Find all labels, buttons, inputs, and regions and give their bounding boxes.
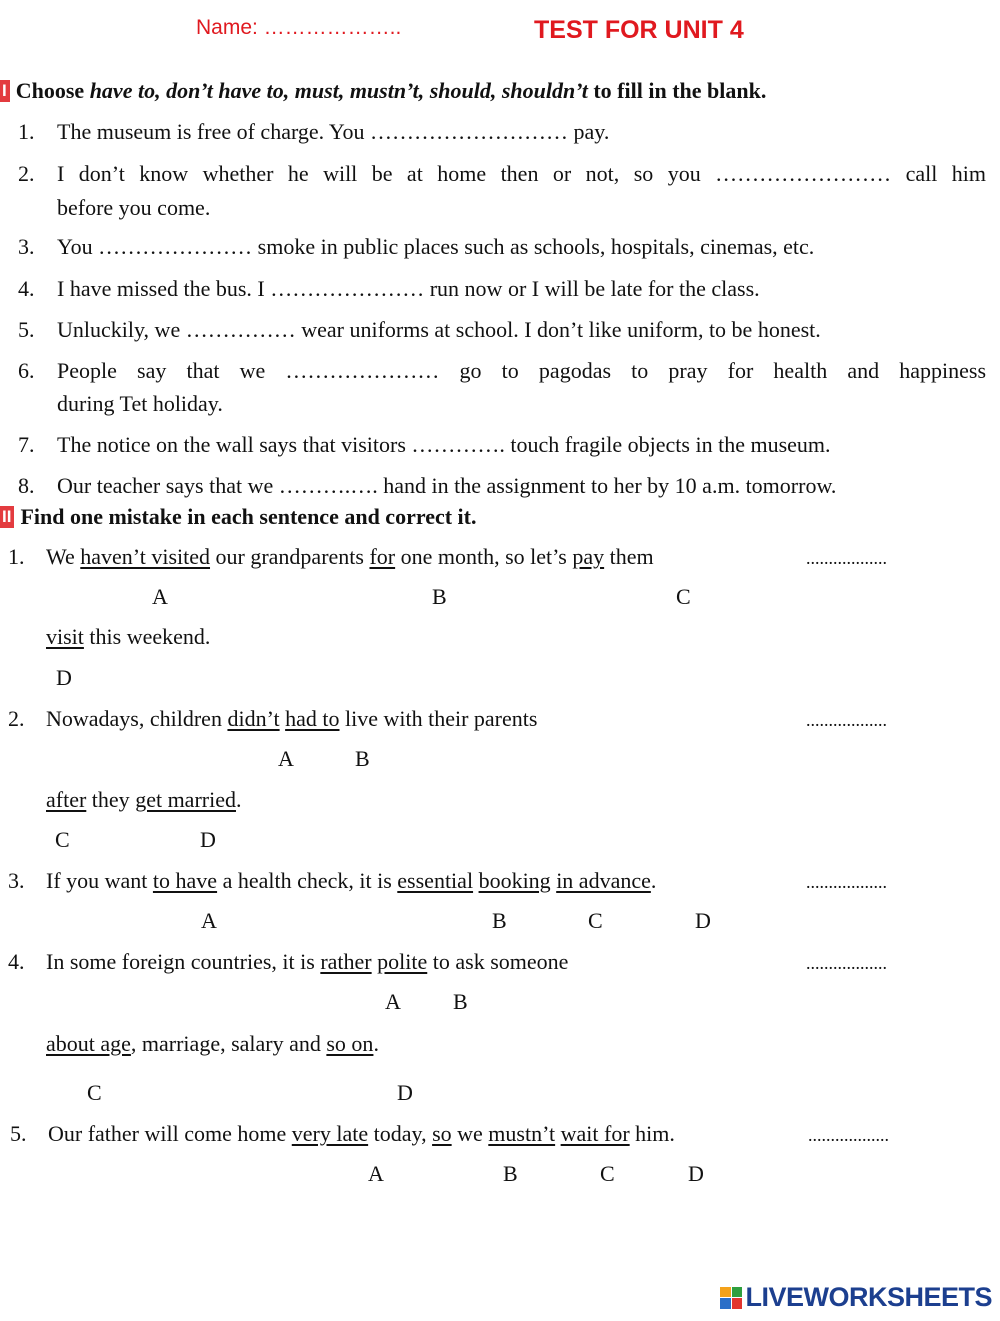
answer-blank[interactable]: ..................: [806, 872, 887, 892]
fill-blank-sentence-cont: before you come.: [57, 195, 211, 220]
option-d-phrase: visit: [46, 624, 84, 649]
option-letter: A: [368, 1161, 384, 1186]
answer-blank[interactable]: ..................: [806, 710, 887, 730]
option-b-phrase: for: [369, 544, 396, 569]
option-c-phrase: mustn’t: [488, 1121, 556, 1146]
question-number: 4.: [8, 949, 25, 974]
question-number: 1.: [8, 544, 25, 569]
option-c-phrase: booking: [478, 868, 551, 893]
option-letter: A: [201, 908, 217, 933]
name-label: Name: ………………..: [196, 16, 402, 39]
option-c-phrase: pay: [572, 544, 605, 569]
option-a-phrase: very late: [291, 1121, 369, 1146]
option-c-phrase: after: [46, 787, 87, 812]
option-letter: C: [55, 827, 70, 852]
option-letter: C: [87, 1080, 102, 1105]
question-number: 5.: [10, 1121, 27, 1146]
option-a-phrase: didn’t: [227, 706, 280, 731]
option-d-phrase: in advance: [556, 868, 651, 893]
option-letter: C: [676, 584, 691, 609]
test-title: TEST FOR UNIT 4: [534, 16, 744, 44]
fill-blank-sentence: I have missed the bus. I ………………… run now or I will be late for the class.: [57, 276, 760, 301]
item-number: 4.: [18, 276, 35, 301]
logo-grid-icon: [720, 1287, 742, 1309]
answer-blank[interactable]: ..................: [808, 1125, 889, 1145]
option-letter: A: [152, 584, 168, 609]
option-letter: B: [503, 1161, 518, 1186]
option-letter: D: [397, 1080, 413, 1105]
item-number: 6.: [18, 358, 35, 383]
option-letter: B: [355, 746, 370, 771]
question-number: 2.: [8, 706, 25, 731]
item-number: 1.: [18, 119, 35, 144]
error-sentence: In some foreign countries, it is rather polite to ask someone: [46, 949, 569, 974]
error-sentence: We haven’t visited our grandparents for one month, so let’s pay them: [46, 544, 654, 569]
logo-text: LIVEWORKSHEETS: [745, 1282, 992, 1312]
option-letter: D: [695, 908, 711, 933]
fill-blank-sentence-cont: during Tet holiday.: [57, 391, 223, 416]
fill-blank-sentence: Unluckily, we …………… wear uniforms at school. I don’t like uniform, to be honest.: [57, 317, 821, 342]
option-a-phrase: haven’t visited: [80, 544, 211, 569]
item-number: 2.: [18, 161, 35, 186]
option-letter: B: [453, 989, 468, 1014]
part1-instruction: I Choose have to, don’t have to, must, mustn’t, should, shouldn’t to fill in the blank.: [2, 78, 767, 103]
fill-blank-sentence: I don’t know whether he will be at home then or not, so you …………………… call him: [57, 161, 986, 186]
option-letter: A: [385, 989, 401, 1014]
option-letter: D: [200, 827, 216, 852]
option-d-phrase: wait for: [560, 1121, 630, 1146]
option-b-phrase: so: [432, 1121, 452, 1146]
question-number: 3.: [8, 868, 25, 893]
part2-instruction: II Find one mistake in each sentence and correct it.: [2, 504, 477, 529]
error-sentence: Our father will come home very late today, so we mustn’t wait for him.: [48, 1121, 675, 1146]
part1-badge: I: [0, 80, 10, 102]
option-c-phrase: about age: [46, 1031, 131, 1056]
error-sentence-cont: about age, marriage, salary and so on.: [46, 1031, 379, 1056]
item-number: 7.: [18, 432, 35, 457]
error-sentence: If you want to have a health check, it is essential booking in advance.: [46, 868, 657, 893]
item-number: 3.: [18, 234, 35, 259]
option-letter: C: [600, 1161, 615, 1186]
option-a-phrase: rather: [320, 949, 372, 974]
answer-blank[interactable]: ..................: [806, 953, 887, 973]
option-d-phrase: get married: [135, 787, 236, 812]
fill-blank-sentence: The museum is free of charge. You ……………………… pay.: [57, 119, 610, 144]
option-a-phrase: to have: [152, 868, 218, 893]
option-d-phrase: so on: [326, 1031, 374, 1056]
error-sentence-cont: visit this weekend.: [46, 624, 211, 649]
part2-badge: II: [0, 506, 14, 528]
option-letter: B: [492, 908, 507, 933]
error-sentence: Nowadays, children didn’t had to live with their parents: [46, 706, 538, 731]
option-letter: A: [278, 746, 294, 771]
answer-blank[interactable]: ..................: [806, 548, 887, 568]
option-b-phrase: essential: [397, 868, 474, 893]
option-letter: D: [688, 1161, 704, 1186]
option-b-phrase: polite: [377, 949, 428, 974]
option-letter: D: [56, 665, 72, 690]
item-number: 8.: [18, 473, 35, 498]
option-letter: C: [588, 908, 603, 933]
option-b-phrase: had to: [285, 706, 340, 731]
liveworksheets-logo: [720, 1282, 992, 1313]
item-number: 5.: [18, 317, 35, 342]
fill-blank-sentence: People say that we ………………… go to pagodas to pray for health and happiness: [57, 358, 986, 383]
error-sentence-cont: after they get married.: [46, 787, 242, 812]
fill-blank-sentence: Our teacher says that we ……….…. hand in the assignment to her by 10 a.m. tomorrow.: [57, 473, 837, 498]
option-letter: B: [432, 584, 447, 609]
fill-blank-sentence: The notice on the wall says that visitors …………. touch fragile objects in the museum.: [57, 432, 831, 457]
fill-blank-sentence: You ………………… smoke in public places such as schools, hospitals, cinemas, etc.: [57, 234, 815, 259]
